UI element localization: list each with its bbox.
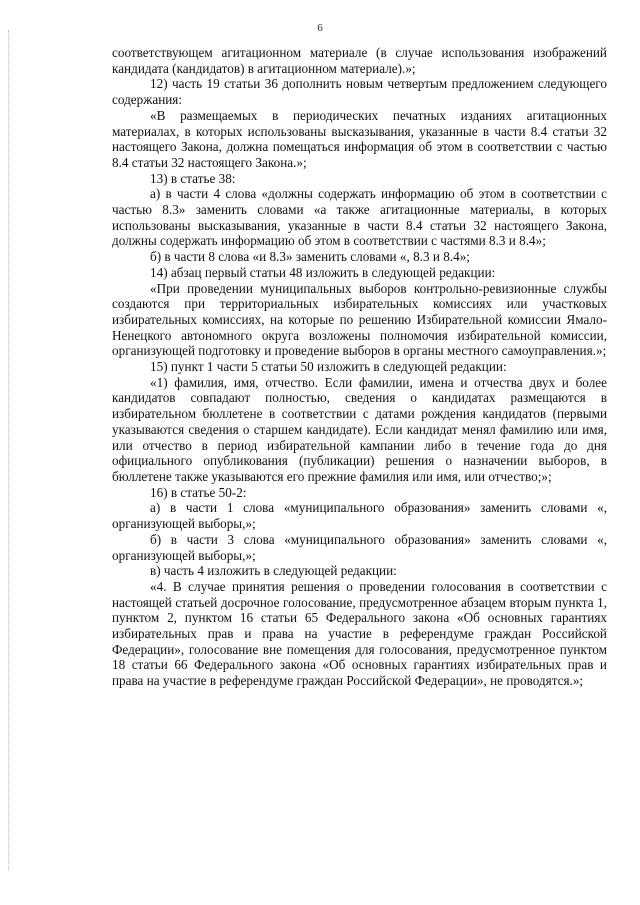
paragraph: «В размещаемых в периодических печатных изданиях агитационных материалах, в которых использованы высказывания, указанные в части 8.4 статьи 32 настоящего Закона, должна помещаться информация об этом в соответствии с частью 8.4 статьи 32 настоящего Закона.»;: [112, 107, 607, 170]
paragraph: 14) абзац первый статьи 48 изложить в следующей редакции:: [150, 264, 496, 280]
paragraph: соответствующем агитационном материале (в случае использования изображений кандидата (кандидатов) в агитационном материале).»;: [112, 45, 607, 76]
paragraph: б) в части 8 слова «и 8.3» заменить словами «, 8.3 и 8.4»;: [150, 249, 470, 265]
paragraph: 12) часть 19 статьи 36 дополнить новым четвертым предложением следующего содержания:: [112, 76, 607, 108]
paragraph: 15) пункт 1 части 5 статьи 50 изложить в следующей редакции:: [150, 359, 507, 375]
paragraph: б) в части 3 слова «муниципального образования» заменить словами «, организующей выборы,»;: [112, 531, 607, 563]
page-number: 6: [317, 22, 323, 34]
paragraph: 13) в статье 38:: [150, 170, 236, 186]
paragraph: «1) фамилия, имя, отчество. Если фамилии, имена и отчества двух и более кандидатов совпадают полностью, сведения о кандидатах размещаются в избирательном бюллетене в соответствии с датами рождения кандидатов (первыми указываются сведения о старшем кандидате). Если кандидат менял фамилию или имя, или отчество в период избирательной кампании либо в течение года до дня официального опубликования (публикации) решения о назначении выборов, в бюллетене также указываются его прежние фамилия или имя, или отчество;»;: [112, 374, 607, 484]
paragraph: «4. В случае принятия решения о проведении голосования в соответствии с настоящей статьей досрочное голосование, предусмотренное абзацем вторым пункта 1, пунктом 2, пунктом 16 статьи 65 Федерального закона «Об основных гарантиях избирательных прав и права на участие в референдуме граждан Российской Федерации», голосование вне помещения для голосования, предусмотренное пунктом 18 статьи 66 Федерального закона «Об основных гарантиях избирательных прав и права на участие в референдуме граждан Российской Федерации», не проводятся.»;: [112, 578, 607, 689]
paragraph: а) в части 4 слова «должны содержать информацию об этом в соответствии с частью 8.3» заменить словами «а также агитационные материалы, в которых использованы высказывания, указанные в части 8.4 статьи 32 настоящего Закона, должны содержать информацию об этом в соответствии с частями 8.3 и 8.4»;: [112, 186, 607, 249]
document-body: [112, 45, 607, 689]
paragraph: а) в части 1 слова «муниципального образования» заменить словами «, организующей выборы,»;: [112, 500, 607, 532]
paragraph: 16) в статье 50-2:: [150, 484, 247, 500]
paragraph: в) часть 4 изложить в следующей редакции:: [150, 563, 397, 579]
binding-margin-marks: [8, 30, 12, 870]
paragraph: «При проведении муниципальных выборов контрольно-ревизионные службы создаются при территориальных избирательных комиссиях или участковых избирательных комиссиях, на которые по решению Избирательной комиссии Ямало-Ненецкого автономного округа возложены полномочия избирательной комиссии, организующей подготовку и проведение выборов в органы местного самоуправления.»;: [112, 280, 607, 359]
